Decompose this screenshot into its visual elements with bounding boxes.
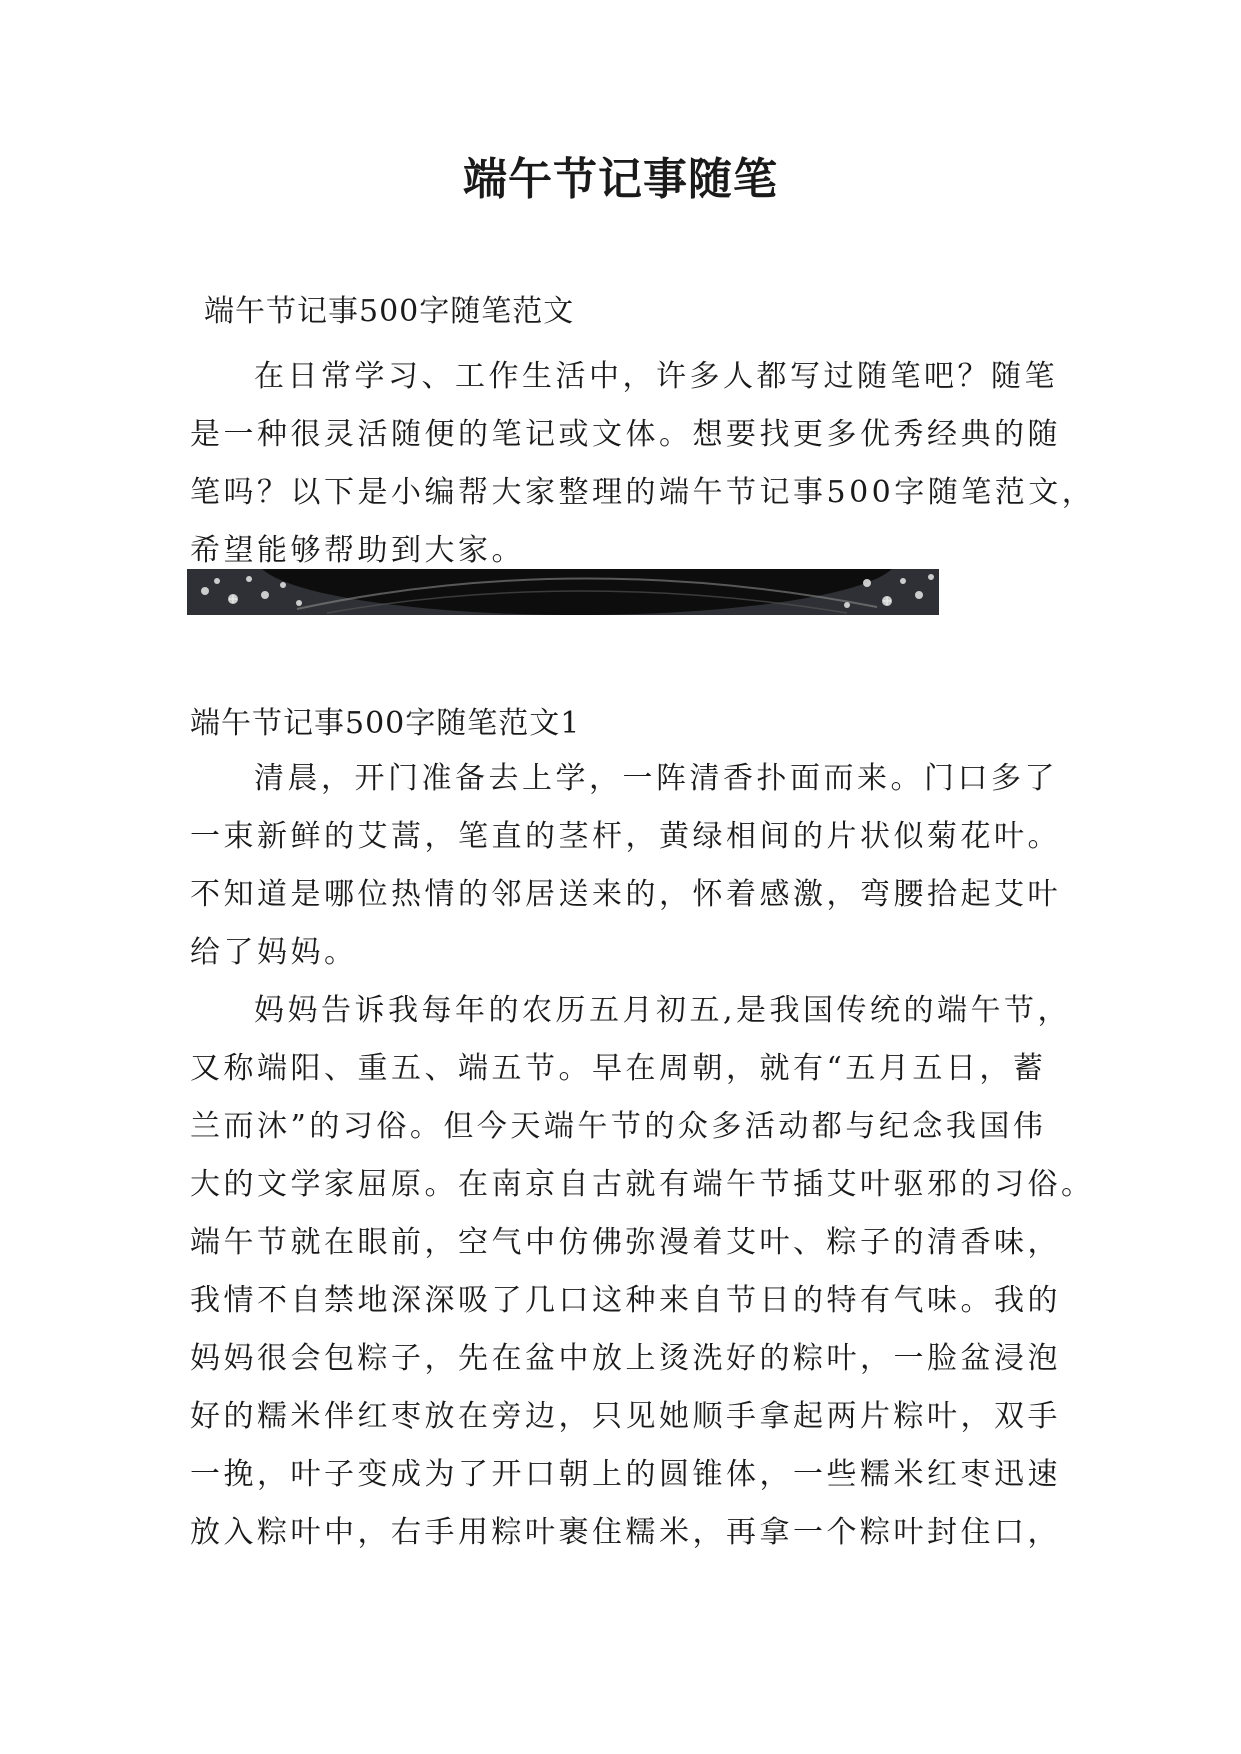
body-line: 我情不自禁地深深吸了几口这种来自节日的特有气味。我的	[190, 1283, 1061, 1318]
body-line: 大的文学家屈原。在南京自古就有端午节插艾叶驱邪的习俗。	[190, 1167, 1095, 1202]
body-paragraph-1	[190, 750, 1070, 982]
body-line: 给了妈妈。	[190, 935, 358, 970]
body-line: 一束新鲜的艾蒿，笔直的茎杆，黄绿相间的片状似菊花叶。	[190, 819, 1061, 854]
body-line: 放入粽叶中，右手用粽叶裹住糯米，再拿一个粽叶封住口，	[190, 1515, 1061, 1550]
body-line: 妈妈告诉我每年的农历五月初五,是我国传统的端午节，	[254, 993, 1072, 1028]
body-line: 妈妈很会包粽子，先在盆中放上烫洗好的粽叶，一脸盆浸泡	[190, 1341, 1061, 1376]
body-line: 好的糯米伴红枣放在旁边，只见她顺手拿起两片粽叶，双手	[190, 1399, 1061, 1434]
subtitle: 端午节记事500字随笔范文	[204, 294, 575, 329]
intro-paragraph	[190, 348, 1096, 580]
body-line: 清晨，开门准备去上学，一阵清香扑面而来。门口多了	[254, 761, 1058, 796]
page-title: 端午节记事随笔	[463, 154, 778, 205]
body-line: 不知道是哪位热情的邻居送来的，怀着感激，弯腰拾起艾叶	[190, 877, 1061, 912]
intro-line: 希望能够帮助到大家。	[190, 533, 525, 568]
body-line: 一挽，叶子变成为了开口朝上的圆锥体，一些糯米红枣迅速	[190, 1457, 1061, 1492]
body-paragraph-2	[190, 982, 1095, 1562]
decorative-image-strip	[187, 569, 939, 615]
intro-line: 是一种很灵活随便的笔记或文体。想要找更多优秀经典的随	[190, 417, 1061, 452]
body-line: 兰而沐”的习俗。但今天端午节的众多活动都与纪念我国伟	[190, 1109, 1047, 1144]
intro-line: 笔吗？以下是小编帮大家整理的端午节记事500字随笔范文，	[190, 475, 1096, 510]
body-line: 端午节就在眼前，空气中仿佛弥漫着艾叶、粽子的清香味，	[190, 1225, 1061, 1260]
body-line: 又称端阳、重五、端五节。早在周朝，就有“五月五日，蓄	[190, 1051, 1047, 1086]
intro-line: 在日常学习、工作生活中，许多人都写过随笔吧？随笔	[254, 359, 1058, 394]
section-heading: 端午节记事500字随笔范文1	[190, 706, 581, 741]
